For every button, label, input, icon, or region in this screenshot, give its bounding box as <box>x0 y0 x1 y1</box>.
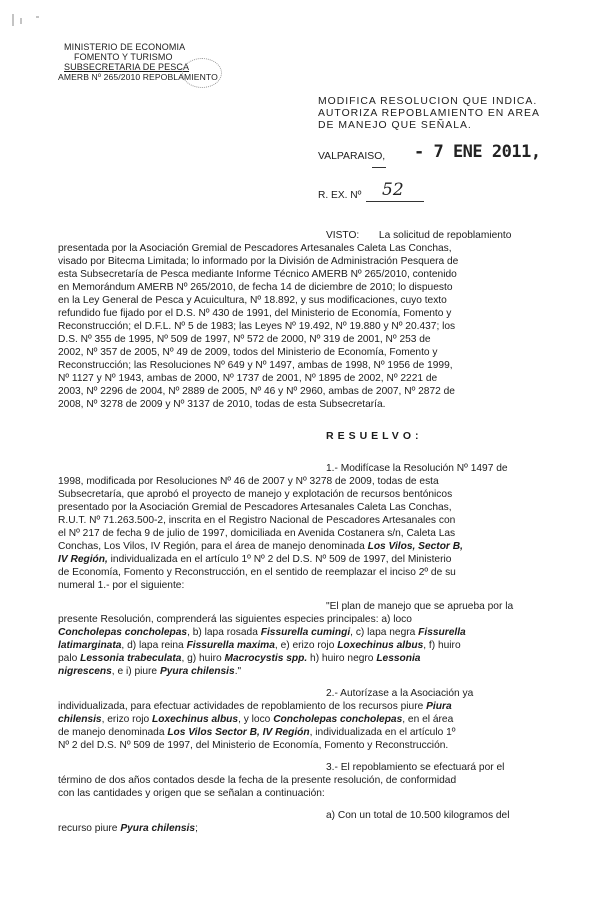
stamp-mark <box>182 58 222 88</box>
article-1-line: R.U.T. Nº 71.263.500-2, inscrita en el Registro Nacional de Pescadores Artesanales con <box>58 515 456 526</box>
region-name: IV Región, <box>58 554 108 565</box>
article-1-line: el Nº 217 de fecha 9 de julio de 1997, domiciliada en Avenida Costanera s/n, Caleta Las <box>58 528 456 539</box>
text-run: , d) lapa reina <box>121 640 184 651</box>
quote-line <box>58 627 466 638</box>
scan-mark <box>20 18 22 24</box>
article-3-line: término de dos años contados desde la fecha de la presente resolución, de conformidad <box>58 775 457 786</box>
visto-line: D.S. Nº 355 de 1995, Nº 509 de 1997, Nº 572 de 2000, Nº 319 de 2001, Nº 253 de <box>58 334 431 345</box>
visto-line: refundido fue fijado por el D.S. Nº 430 de 1991, del Ministerio de Economía, Fomento y <box>58 308 452 319</box>
text-run: ." <box>234 666 242 677</box>
rex-number: 52 <box>382 180 404 200</box>
visto-line: visado por Bitecma Limitada; lo informado por la División de Administración Pesquera de <box>58 256 459 267</box>
text-run: , erizo rojo <box>101 714 150 725</box>
scan-mark <box>36 16 39 18</box>
text-run: Conchas, Los Vilos, IV Región, para el área de manejo denominada <box>58 541 365 552</box>
visto-line: 2008, Nº 3278 de 2009 y Nº 3137 de 2010, todas de esta Subsecretaría. <box>58 399 386 410</box>
text-run: , g) huiro <box>181 653 222 664</box>
article-2-line <box>58 714 453 725</box>
article-3-line: con las cantidades y origen que se señalan a continuación: <box>58 788 325 799</box>
article-1-line: 1.- Modifícase la Resolución Nº 1497 de <box>326 463 508 474</box>
article-1-line: 1998, modificada por Resoluciones Nº 46 de 2007 y Nº 3278 de 2009, todas de esta <box>58 476 439 487</box>
place-label: VALPARAISO, <box>318 151 386 162</box>
visto-line: esta Subsecretaría de Pesca mediante Informe Técnico AMERB Nº 265/2010, contenido <box>58 269 457 280</box>
species-name: Concholepas concholepas <box>58 627 188 638</box>
article-1-line <box>58 541 463 552</box>
date-dash-mark <box>372 167 386 168</box>
text-run: , e) erizo rojo <box>274 640 335 651</box>
text-run: palo <box>58 653 78 664</box>
visto-line: 2002, Nº 357 de 2005, Nº 49 de 2009, todos del Ministerio de Economía, Fomento y <box>58 347 438 358</box>
rex-underline <box>366 201 424 202</box>
text-run: de manejo denominada <box>58 727 165 738</box>
article-1-line: de Economía, Fomento y Reconstrucción, en el sentido de reemplazar el inciso 2º de su <box>58 567 456 578</box>
article-1-line: presentado por la Asociación Gremial de Pescadores Artesanales Caleta Las Conchas, <box>58 502 452 513</box>
article-2-line <box>58 701 452 712</box>
text-run: , e i) piure <box>111 666 158 677</box>
species-name: Pyura chilensis <box>159 666 235 677</box>
species-name: Macrocystis spp. <box>224 653 308 664</box>
quote-line <box>58 653 420 664</box>
species-name: Fissurella cumingi <box>260 627 351 638</box>
quote-line: presente Resolución, comprenderá las siguientes especies principales: a) loco <box>58 614 412 625</box>
text-run: , f) huiro <box>423 640 461 651</box>
text-run: ; <box>195 823 198 834</box>
article-2-line <box>58 727 455 738</box>
text-run: , y loco <box>238 714 271 725</box>
title-line: AUTORIZA REPOBLAMIENTO EN AREA <box>318 108 540 119</box>
visto-text: La solicitud de repoblamiento <box>378 230 512 241</box>
text-run: , individualizada en el artículo 1º <box>309 727 456 738</box>
header-reference: AMERB Nº 265/2010 REPOBLAMIENTO <box>58 72 218 82</box>
article-3-line: 3.- El repoblamiento se efectuará por el <box>326 762 505 773</box>
visto-line: presentada por la Asociación Gremial de Pescadores Artesanales Caleta Las Conchas, <box>58 243 452 254</box>
visto-line: 2003, Nº 2296 de 2004, Nº 2889 de 2005, Nº 46 y Nº 2960, ambas de 2007, Nº 2872 de <box>58 386 455 397</box>
area-name: Los Vilos, Sector B, <box>367 541 463 552</box>
visto-line: Reconstrucción; las Resoluciones Nº 649 y Nº 1497, ambas de 1998, Nº 1956 de 1999, <box>58 360 453 371</box>
visto-line: en la Ley General de Pesca y Acuicultura, Nº 18.892, y sus modificaciones, cuyo texto <box>58 295 447 306</box>
article-1-line: Subsecretaría, que aprobó el proyecto de manejo y explotación de recursos bentónicos <box>58 489 453 500</box>
visto-line: en Memorándum AMERB Nº 265/2010, de fecha 14 de diciembre de 2010; lo dispuesto <box>58 282 453 293</box>
visto-line: Reconstrucción; el D.F.L. Nº 5 de 1983; las Leyes Nº 19.492, Nº 19.880 y Nº 20.437; los <box>58 321 456 332</box>
title-line: MODIFICA RESOLUCION QUE INDICA. <box>318 96 538 107</box>
species-name: Fissurella maxima <box>186 640 275 651</box>
visto-line: Nº 1127 y Nº 1943, ambas de 2000, Nº 1737 de 2001, Nº 1895 de 2002, Nº 2221 de <box>58 373 438 384</box>
quote-line: "El plan de manejo que se aprueba por la <box>326 601 514 612</box>
resuelvo-heading: RESUELVO: <box>326 430 423 442</box>
visto-line-1 <box>326 230 544 241</box>
text-run: recurso piure <box>58 823 118 834</box>
text-run: , en el área <box>402 714 454 725</box>
species-name: Pyura chilensis <box>120 823 196 834</box>
header-ministry: MINISTERIO DE ECONOMIA <box>64 42 186 52</box>
header-subsecretaria: SUBSECRETARIA DE PESCA <box>64 62 190 72</box>
species-name: Concholepas concholepas <box>273 714 403 725</box>
article-2-line: 2.- Autorízase a la Asociación ya <box>326 688 474 699</box>
rex-label: R. EX. Nº <box>318 190 362 201</box>
scan-mark <box>12 14 14 26</box>
area-name: Los Vilos Sector B, IV Región <box>167 727 310 738</box>
article-2-line: Nº 2 del D.S. Nº 509 de 1997, del Ministerio de Economía, Fomento y Reconstrucción. <box>58 740 449 751</box>
article-1-line: numeral 1.- por el siguiente: <box>58 580 185 591</box>
visto-lead: VISTO: <box>326 230 360 241</box>
item-a-line: a) Con un total de 10.500 kilogramos del <box>326 810 510 821</box>
species-name: Piura <box>426 701 452 712</box>
text-run: , c) lapa negra <box>350 627 416 638</box>
text-run: h) huiro negro <box>310 653 374 664</box>
text-run: individualizada, para efectuar actividades de repoblamiento de los recursos piure <box>58 701 424 712</box>
species-name: nigrescens <box>58 666 112 677</box>
species-name: Loxechinus albus <box>152 714 239 725</box>
item-a-line <box>58 823 198 834</box>
title-line: DE MANEJO QUE SEÑALA. <box>318 120 472 131</box>
species-name: Lessonia <box>376 653 421 664</box>
quote-line <box>58 640 461 651</box>
text-run: , b) lapa rosada <box>187 627 258 638</box>
header-ministry-sub: FOMENTO Y TURISMO <box>74 52 173 62</box>
species-name: Loxechinus albus <box>337 640 424 651</box>
text-run: individualizada en el artículo 1º Nº 2 del D.S. Nº 509 de 1997, del Ministerio <box>110 554 452 565</box>
handwritten-date: - 7 ENE 2011, <box>414 142 541 162</box>
species-name: latimarginata <box>58 640 122 651</box>
quote-line <box>58 666 241 677</box>
species-name: Lessonia trabeculata <box>80 653 182 664</box>
species-name: Fissurella <box>418 627 466 638</box>
species-name: chilensis <box>58 714 102 725</box>
article-1-line <box>58 554 451 565</box>
